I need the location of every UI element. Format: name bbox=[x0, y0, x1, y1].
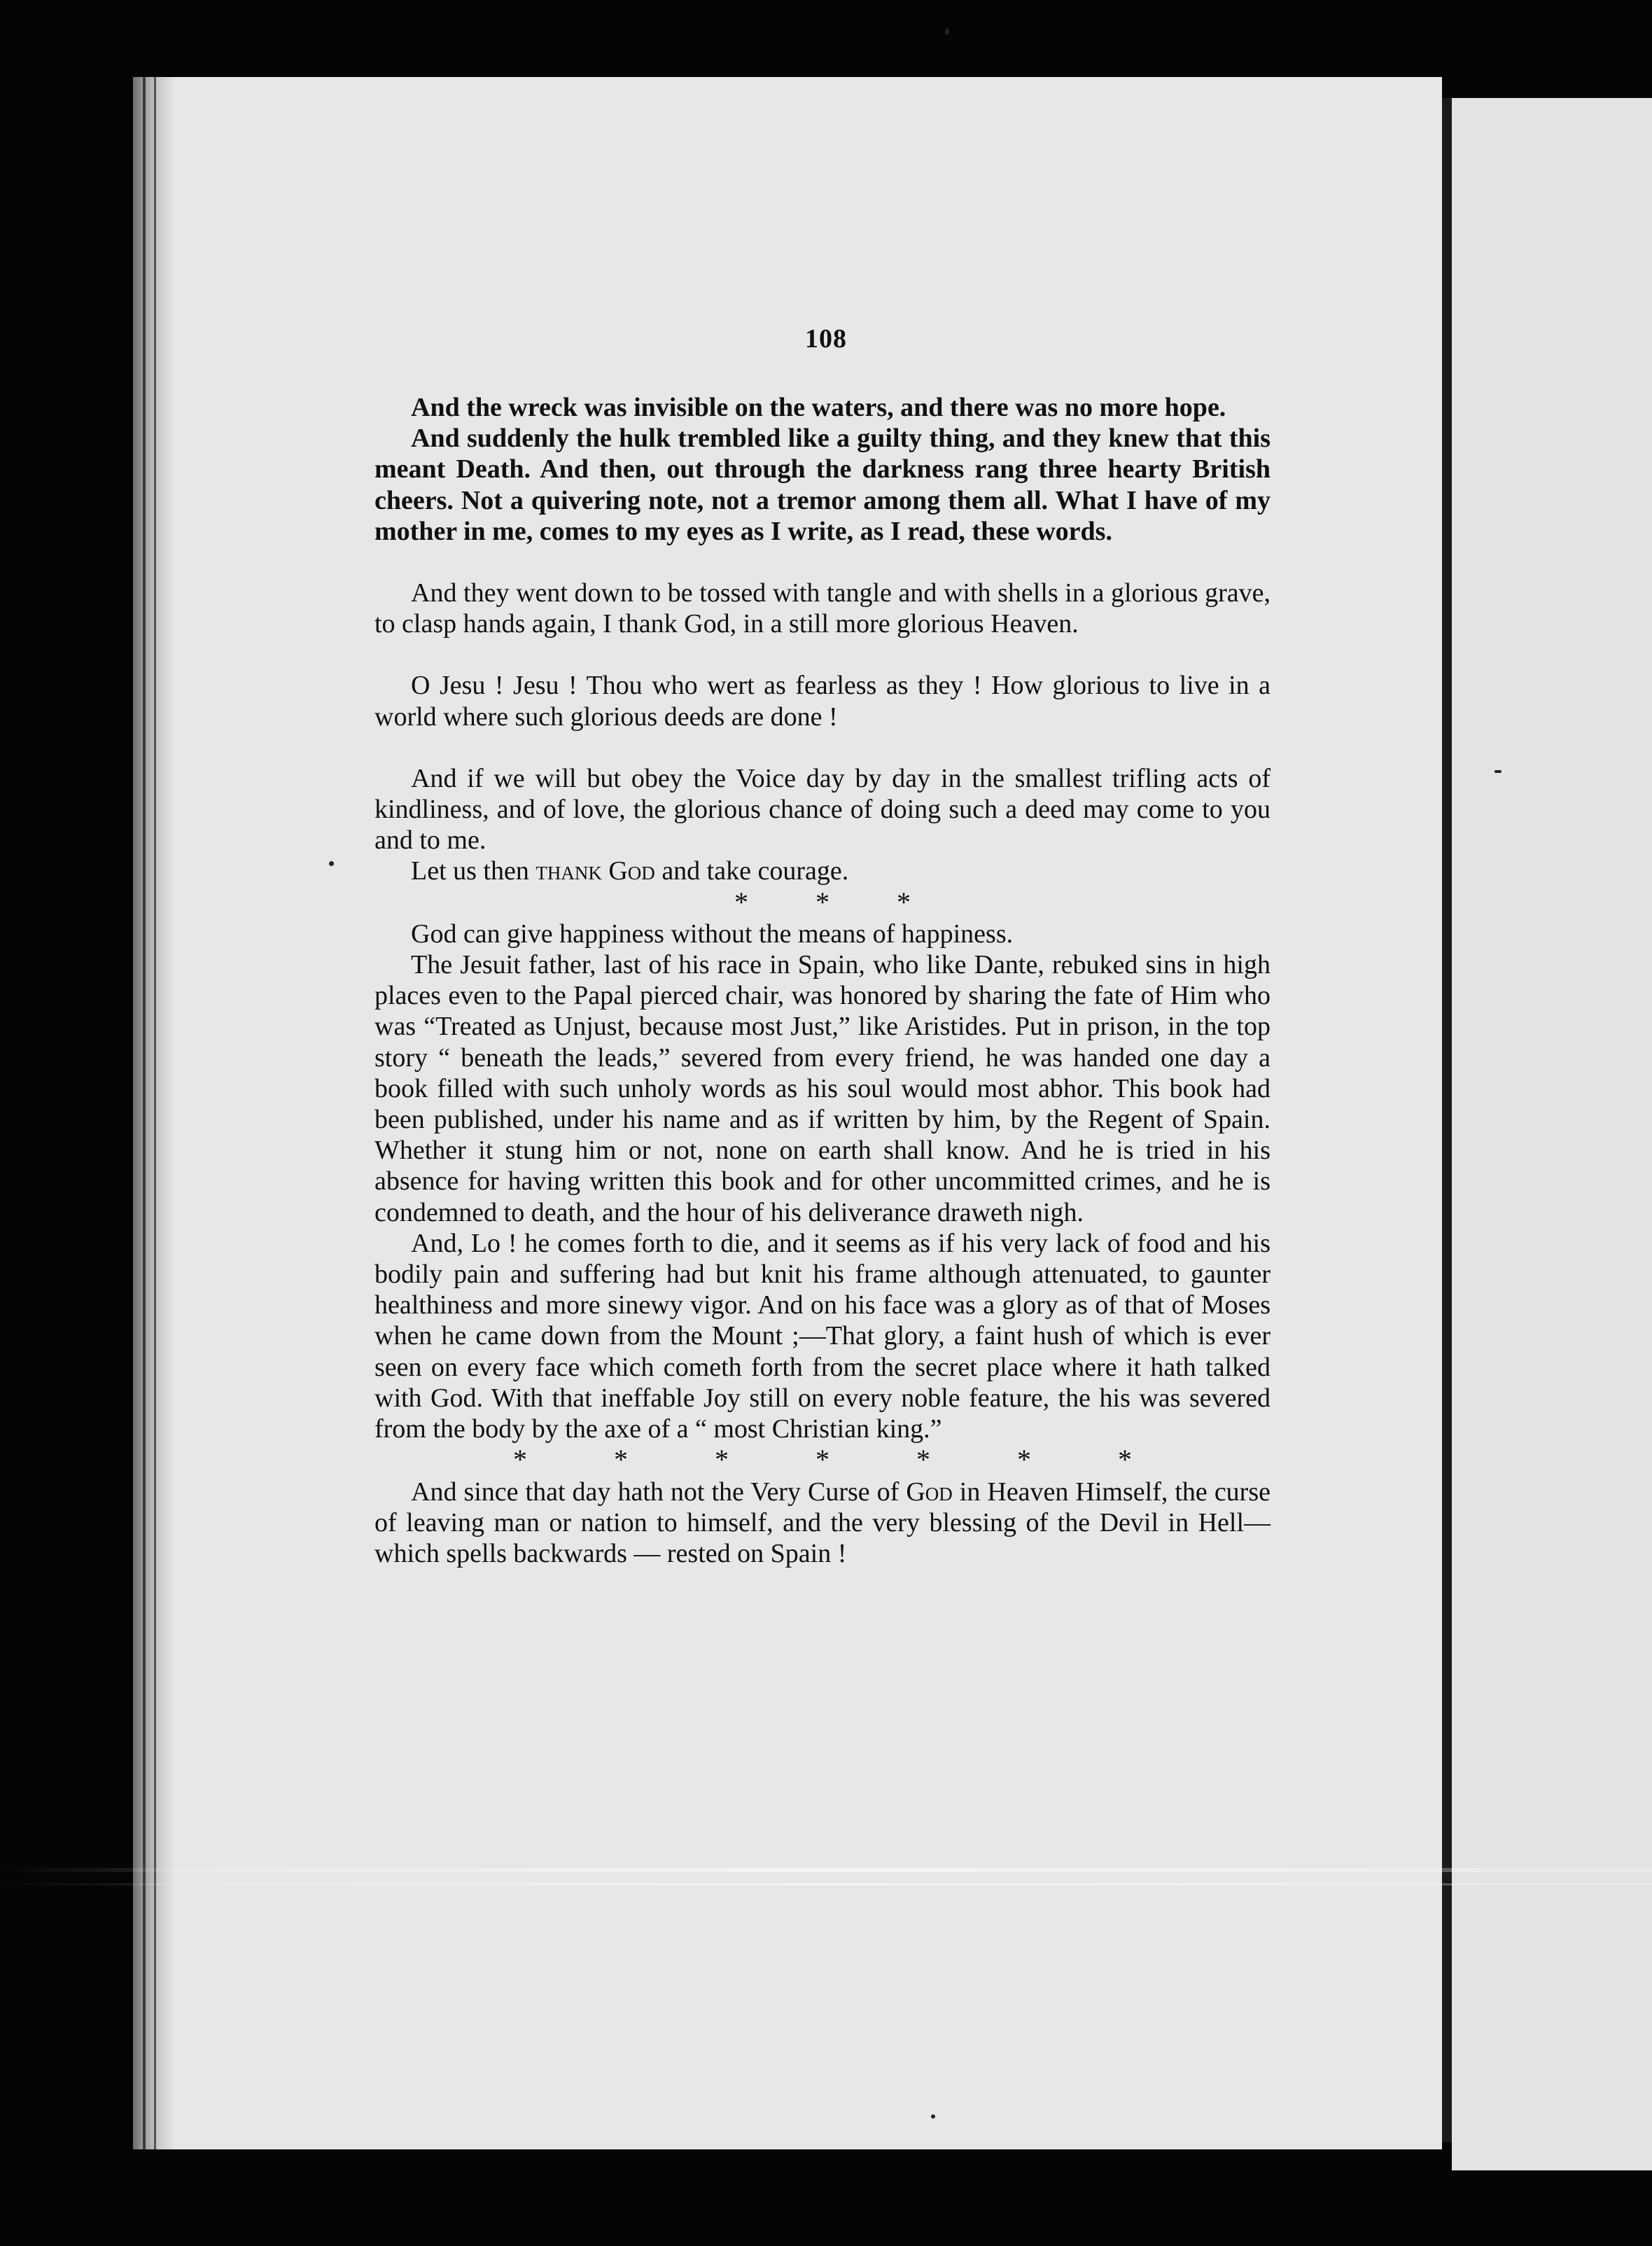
paragraph: And the wreck was invisible on the waters, and there was no more hope. bbox=[411, 393, 1226, 422]
separator-star: * bbox=[734, 886, 748, 918]
paragraph: And suddenly the hulk trembled like a guilty thing, and they knew that this meant Death. And then, out through the darkness rang three hearty British cheers. Not a quivering note, not a tremor among them all. What I have of my mother in me, comes to my eyes as I write, as I read, these words. bbox=[374, 424, 1270, 546]
separator-star: * bbox=[916, 1444, 930, 1476]
text-fragment: and take courage. bbox=[654, 856, 849, 886]
god-smallcaps: God bbox=[608, 856, 655, 886]
separator-star: * bbox=[614, 1444, 628, 1476]
page-number: 108 bbox=[805, 324, 847, 354]
paragraph: And they went down to be tossed with tangle and with shells in a glorious grave, to clasp hands again, I thank God, in a still more glorious Heaven. bbox=[374, 578, 1270, 639]
paragraph: And, Lo ! he comes forth to die, and it seems as if his very lack of food and his bodily pain and suffering had but knit his frame although attenuated, to gaunter healthiness and more sinewy vigor. And on his face was a glory as of that of Moses when he came down from the Mount ;—That glory, a faint hush of which is ever seen on every face which cometh forth from the secret place where it hath talked with God. With that ineffable Joy still on every noble feature, the his was severed from the body by the axe of a “ most Christian king.” bbox=[374, 1228, 1270, 1444]
paragraph: O Jesu ! Jesu ! Thou who wert as fearless as they ! How glorious to live in a world where such glorious deeds are done ! bbox=[374, 671, 1270, 732]
separator-star: * bbox=[1118, 1444, 1132, 1476]
facing-page-sliver bbox=[1452, 98, 1652, 2170]
text-fragment: in Heaven Himself, the curse of leaving man or nation to himself, and the very blessing of the Devil in Hell—which spells backwards — rested on Spain ! bbox=[374, 1477, 1270, 1568]
paragraph: And if we will but obey the Voice day by day in the smallest trifling acts of kindliness, and of love, the glorious chance of doing such a deed may come to you and to me. bbox=[374, 763, 1270, 856]
page-text bbox=[374, 392, 1270, 1569]
section-separator bbox=[374, 887, 1270, 919]
paragraph: The Jesuit father, last of his race in Spain, who like Dante, rebuked sins in high places even to the Papal pierced chair, was honored by sharing the fate of Him who was “Treated as Unjust, because most Just,” like Aristides. Put in prison, in the top story “ beneath the leads,” severed from every friend, he was handed one day a book filled with such unholy words as his soul would most abhor. This book had been published, under his name and as if written by him, by the Regent of Spain. Whether it stung him or not, none on earth shall know. And he is tried in his absence for having written this book and for other uncommitted crimes, and he is condemned to death, and the hour of his deliverance draweth nigh. bbox=[374, 950, 1270, 1227]
thank-smallcaps: thank bbox=[536, 856, 602, 886]
scan-streak bbox=[0, 1868, 1652, 1872]
separator-star: * bbox=[816, 886, 830, 918]
separator-star: * bbox=[715, 1444, 729, 1476]
paragraph: God can give happiness without the means of happiness. bbox=[411, 919, 1014, 949]
page-gutter-edge bbox=[1442, 98, 1452, 2142]
separator-star: * bbox=[1017, 1444, 1031, 1476]
separator-star: * bbox=[816, 1444, 830, 1476]
scan-streak bbox=[0, 1883, 1652, 1885]
section-separator bbox=[374, 1444, 1270, 1476]
scan-speck bbox=[1494, 770, 1502, 773]
text-fragment: Let us then bbox=[411, 856, 536, 886]
text-fragment: And since that day hath not the Very Curse of bbox=[411, 1477, 906, 1507]
paragraph-final bbox=[374, 1477, 1270, 1570]
god-smallcaps: God bbox=[906, 1477, 953, 1507]
scan-speck bbox=[329, 861, 334, 866]
separator-star: * bbox=[513, 1444, 527, 1476]
paragraph-courage bbox=[374, 856, 1270, 886]
binding-line bbox=[143, 77, 146, 2149]
scan-speck bbox=[945, 28, 949, 35]
separator-star: * bbox=[897, 886, 911, 918]
scan-speck bbox=[931, 2114, 935, 2119]
binding-line bbox=[154, 77, 156, 2149]
